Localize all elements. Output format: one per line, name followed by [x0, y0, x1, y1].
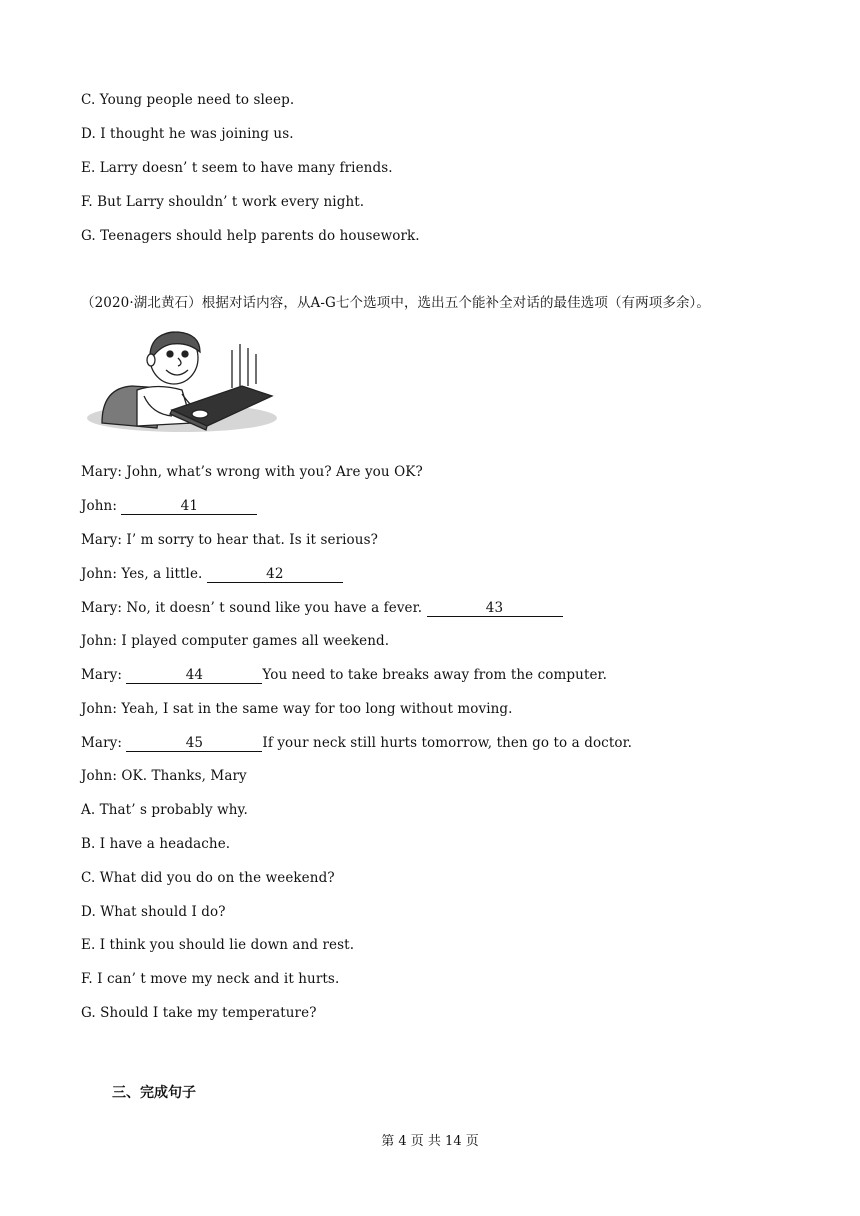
prev-option-d: D. I thought he was joining us.	[81, 126, 294, 142]
question-intro: （2020·湖北黄石）根据对话内容，从A-G七个选项中，选出五个能补全对话的最佳选项（有两项多余）。	[81, 295, 710, 311]
dialogue-line-8: John: Yeah, I sat in the same way for too long without moving.	[81, 701, 513, 717]
prev-option-g: G. Teenagers should help parents do housework.	[81, 228, 420, 244]
option-d: D. What should I do?	[81, 904, 226, 920]
option-a: A. That’ s probably why.	[81, 802, 248, 818]
speaker-john: John:	[81, 498, 122, 514]
prev-option-e: E. Larry doesn’ t seem to have many friends.	[81, 160, 393, 176]
option-c: C. What did you do on the weekend?	[81, 870, 335, 886]
dialogue-line-5	[81, 599, 563, 617]
line-text: If your neck still hurts tomorrow, then go to a doctor.	[262, 735, 633, 751]
page-footer: 第 4 页 共 14 页	[381, 1134, 479, 1149]
line-text: John: Yes, a little.	[81, 566, 207, 582]
dialogue-line-7	[81, 666, 607, 684]
dialogue-line-3: Mary: I’ m sorry to hear that. Is it serious?	[81, 532, 378, 548]
boy-at-laptop-illustration	[82, 328, 278, 438]
dialogue-line-1: Mary: John, what’s wrong with you? Are you OK?	[81, 464, 423, 480]
blank-41: 41	[121, 498, 257, 515]
speaker-mary: Mary:	[81, 667, 127, 683]
prev-option-f: F. But Larry shouldn’ t work every night.	[81, 194, 365, 210]
dialogue-line-10: John: OK. Thanks, Mary	[81, 768, 247, 784]
dialogue-line-2	[81, 497, 257, 515]
prev-option-c: C. Young people need to sleep.	[81, 92, 295, 108]
speaker-mary: Mary:	[81, 735, 127, 751]
blank-43: 43	[427, 600, 563, 617]
blank-44: 44	[126, 667, 262, 684]
dialogue-line-9	[81, 734, 632, 752]
blank-42: 42	[207, 566, 343, 583]
option-b: B. I have a headache.	[81, 836, 231, 852]
option-e: E. I think you should lie down and rest.	[81, 937, 355, 953]
section-heading: 三、完成句子	[112, 1085, 196, 1101]
line-text: You need to take breaks away from the computer.	[262, 667, 608, 683]
line-text: Mary: No, it doesn’ t sound like you have a fever.	[81, 600, 427, 616]
option-f: F. I can’ t move my neck and it hurts.	[81, 971, 340, 987]
option-g: G. Should I take my temperature?	[81, 1005, 317, 1021]
dialogue-line-4	[81, 565, 343, 583]
blank-45: 45	[126, 735, 262, 752]
dialogue-line-6: John: I played computer games all weekend.	[81, 633, 390, 649]
